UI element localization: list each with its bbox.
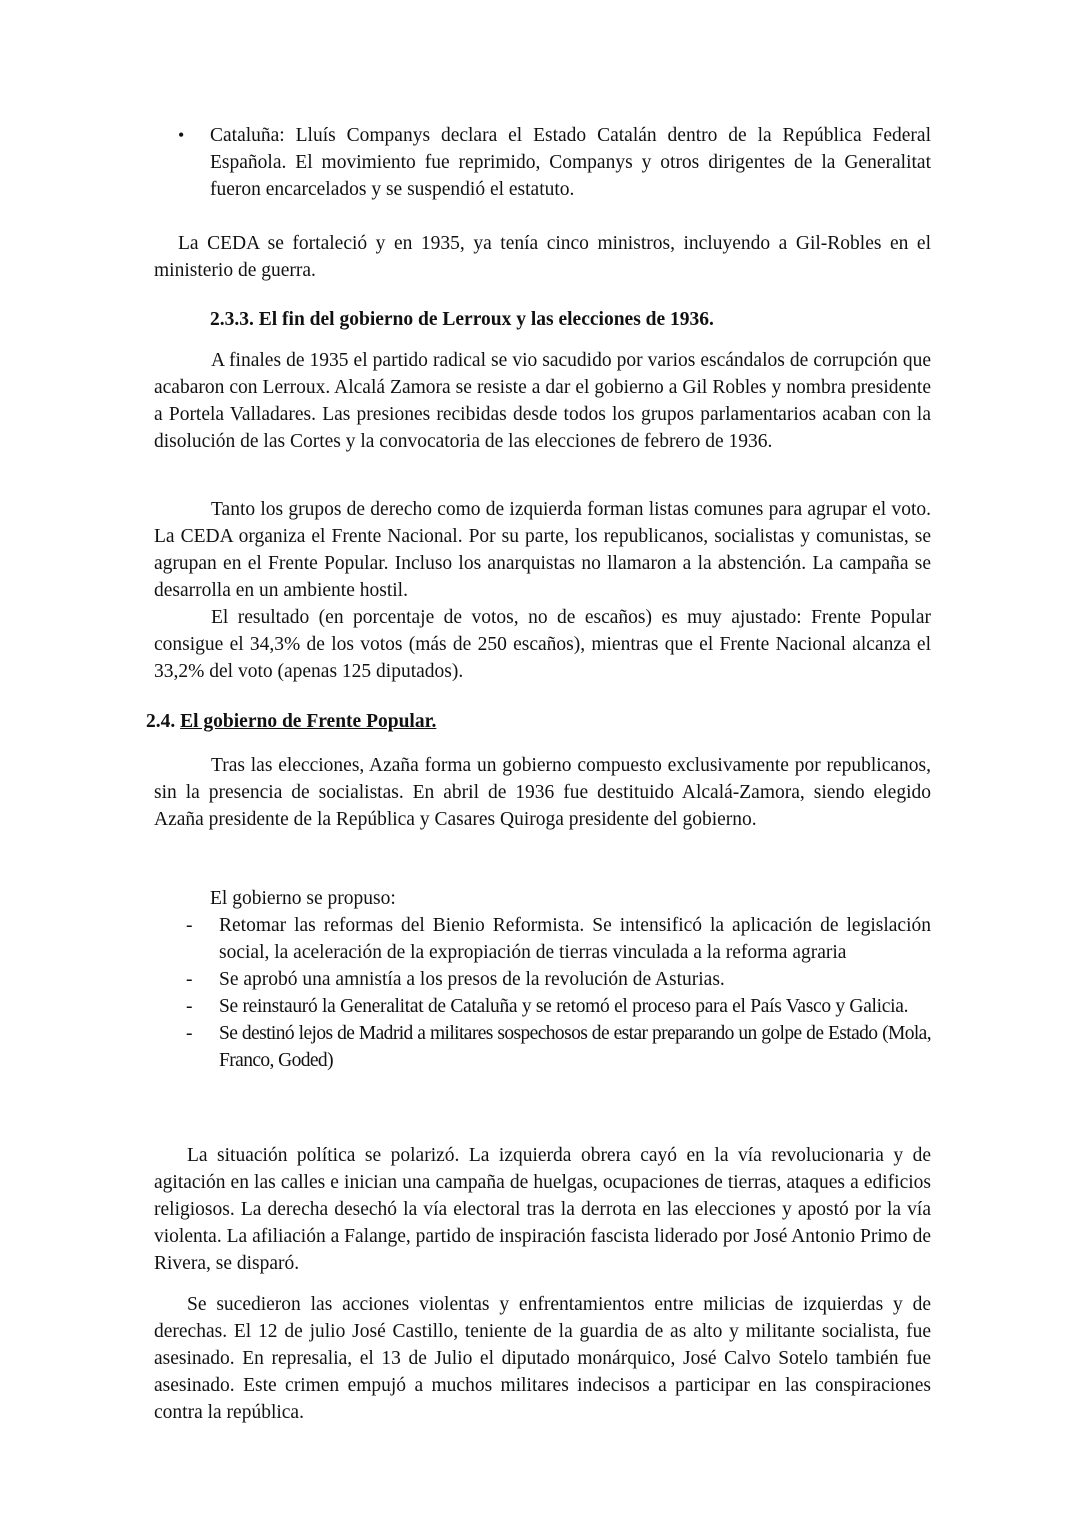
list-item-text: Se destinó lejos de Madrid a militares sospechosos de estar preparando un golpe de Estado (Mola, Franco, Goded) (219, 1023, 931, 1071)
dash-marker: - (186, 915, 193, 936)
list-item-text: Se aprobó una amnistía a los presos de la revolución de Asturias. (219, 969, 725, 990)
bullet-text: Cataluña: Lluís Companys declara el Estado Catalán dentro de la República Federal Española. El movimiento fue reprimido, Companys y otros dirigentes de la Generalitat fueron encarcelados y se suspendió el estatuto. (210, 125, 931, 200)
section-heading-2-3-3: 2.3.3. El fin del gobierno de Lerroux y las elecciones de 1936. (210, 309, 714, 330)
government-goals-list (186, 912, 931, 1074)
bullet-item-cataluna (178, 122, 931, 203)
paragraph-violencia: Se sucedieron las acciones violentas y enfrentamientos entre milicias de izquierdas y de derechas. El 12 de julio José Castillo, teniente de la guardia de as alto y militante socialista, fue asesinado. En represalia, el 13 de Julio el diputado monárquico, José Calvo Sotelo también fue asesinado. Este crimen empujó a muchos militares indecisos a participar en las conspiraciones contra la república. (154, 1294, 931, 1423)
paragraph-finales-1935: A finales de 1935 el partido radical se vio sacudido por varios escándalos de corrupción que acabaron con Lerroux. Alcalá Zamora se resiste a dar el gobierno a Gil Robles y nombra presidente a Portela Valladares. Las presiones recibidas desde todos los grupos parlamentarios acaban con la disolución de las Cortes y la convocatoria de las elecciones de febrero de 1936. (154, 350, 931, 452)
paragraph-resultado: El resultado (en porcentaje de votos, no de escaños) es muy ajustado: Frente Popular consigue el 34,3% de los votos (más de 250 escaños), mientras que el Frente Nacional alcanza el 33,2% del voto (apenas 125 diputados). (154, 607, 931, 682)
paragraph-listas-comunes: Tanto los grupos de derecho como de izquierda forman listas comunes para agrupar el voto. La CEDA organiza el Frente Nacional. Por su parte, los republicanos, socialistas y comunistas, se agrupan en el Frente Popular. Incluso los anarquistas no llamaron a la abstención. La campaña se desarrolla en un ambiente hostil. (154, 499, 931, 601)
section-title: El gobierno de Frente Popular. (180, 711, 437, 732)
dash-marker: - (186, 969, 193, 990)
dash-marker: - (186, 996, 193, 1017)
list-item (186, 912, 931, 966)
list-item (186, 1020, 931, 1074)
paragraph-polarizacion: La situación política se polarizó. La izquierda obrera cayó en la vía revolucionaria y de agitación en las calles e inician una campaña de huelgas, ocupaciones de tierras, ataques a edificios religiosos. La derecha desechó la vía electoral tras la derrota en las elecciones y apostó por la vía violenta. La afiliación a Falange, partido de inspiración fascista liderado por José Antonio Primo de Rivera, se disparó. (154, 1145, 931, 1274)
list-item (186, 966, 931, 993)
list-intro: El gobierno se propuso: (210, 888, 396, 909)
list-item-text: Retomar las reformas del Bienio Reformista. Se intensificó la aplicación de legislación social, la aceleración de la expropiación de tierras vinculada a la reforma agraria (219, 915, 931, 963)
paragraph-tras-elecciones: Tras las elecciones, Azaña forma un gobierno compuesto exclusivamente por republicanos, sin la presencia de socialistas. En abril de 1936 fue destituido Alcalá-Zamora, siendo elegido Azaña presidente de la República y Casares Quiroga presidente del gobierno. (154, 755, 931, 830)
bullet-symbol: • (178, 125, 185, 145)
list-item (186, 993, 931, 1020)
section-heading-2-4 (146, 708, 436, 735)
dash-marker: - (186, 1023, 192, 1044)
section-number: 2.4. (146, 711, 176, 732)
list-item-text: Se reinstauró la Generalitat de Cataluña y se retomó el proceso para el País Vasco y Galicia. (219, 996, 909, 1017)
paragraph-ceda: La CEDA se fortaleció y en 1935, ya tenía cinco ministros, incluyendo a Gil-Robles en el ministerio de guerra. (154, 233, 931, 281)
